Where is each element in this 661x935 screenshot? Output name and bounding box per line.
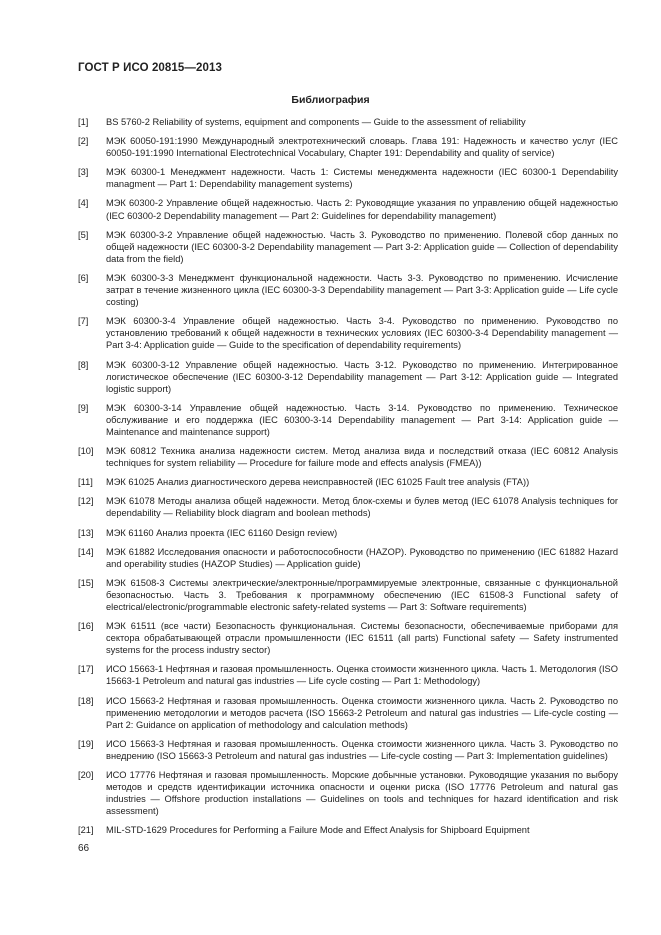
reference-item bbox=[78, 695, 618, 731]
reference-number: [21] bbox=[78, 825, 94, 836]
bibliography-list bbox=[78, 116, 618, 844]
reference-number: [9] bbox=[78, 402, 89, 413]
reference-number: [6] bbox=[78, 272, 89, 283]
reference-number: [11] bbox=[78, 477, 93, 488]
reference-item bbox=[78, 769, 618, 817]
reference-text: МЭК 60300-2 Управление общей надежностью. Часть 2: Руководящие указания по управлению общей надежностью (IEC 60300-2 Dependability management — Part 2: Guidelines for dependability management) bbox=[106, 198, 618, 221]
reference-item bbox=[78, 527, 618, 539]
reference-item bbox=[78, 166, 618, 190]
reference-item bbox=[78, 824, 618, 836]
reference-text: BS 5760-2 Reliability of systems, equipment and components — Guide to the assessment of reliability bbox=[106, 117, 526, 127]
reference-item bbox=[78, 495, 618, 519]
reference-text: ИСО 15663-3 Нефтяная и газовая промышленность. Оценка стоимости жизненного цикла. Часть 3. Руководство по внедрению (ISO 15663-3 Petroleum and natural gas industries — Life-cycle costing — Part 3: Implementation guidelines) bbox=[106, 738, 618, 761]
reference-number: [2] bbox=[78, 136, 89, 147]
reference-text: МЭК 60300-3-4 Управление общей надежностью. Часть 3-4. Руководство по применению. Руководство по установлению требований к общей надежности в технических условиях (IEC 60300-3-4 Dependability management — Part 3-4: Application guide — Guide to the specification of dependability requirements) bbox=[106, 316, 618, 351]
reference-text: МЭК 61508-3 Системы электрические/электронные/программируемые электронные, связанные с функциональной безопасностью. Часть 3. Требования к программному обеспечению (IEC 61508-3 Functional safety of electrical/electronic/programmable electronic safety-related systems — Part 3: Software requirements) bbox=[106, 577, 618, 612]
reference-text: ИСО 15663-2 Нефтяная и газовая промышленность. Оценка стоимости жизненного цикла. Часть 2. Руководство по применению методологии и методов расчета (ISO 15663-2 Petroleum and natural gas industries — Life-cycle costing — Part 2: Guidance on application of methodology and calculation methods) bbox=[106, 695, 618, 730]
reference-text: МЭК 61025 Анализ диагностического дерева неисправностей (IEC 61025 Fault tree analysis (FTA)) bbox=[106, 477, 530, 488]
reference-item bbox=[78, 663, 618, 687]
page-title: Библиография bbox=[291, 94, 370, 106]
reference-item bbox=[78, 116, 618, 128]
reference-number: [14] bbox=[78, 546, 94, 557]
reference-item bbox=[78, 738, 618, 762]
reference-number: [15] bbox=[78, 577, 94, 588]
reference-text: МЭК 60300-3-3 Менеджмент функциональной надежности. Часть 3-3. Руководство по применению. Исчисление затрат в течение жизненного цикла (IEC 60300-3-3 Dependability management — Part 3-3: Application guide — Life cycle costing) bbox=[106, 272, 618, 308]
reference-number: [1] bbox=[78, 117, 89, 127]
reference-number: [4] bbox=[78, 198, 89, 209]
reference-item bbox=[78, 315, 618, 351]
reference-item bbox=[78, 445, 618, 469]
reference-number: [12] bbox=[78, 496, 94, 507]
reference-text: МЭК 60300-1 Менеджмент надежности. Часть 1: Системы менеджмента надежности (IEC 60300-1 Dependability managment — Part 1: Dependability management systems) bbox=[106, 167, 618, 190]
reference-item bbox=[78, 135, 618, 159]
reference-text: МЭК 60050-191:1990 Международный электротехнический словарь. Глава 191: Надежность и качество услуг (IEC 60050-191:1990 International Electrotechnical Vocabulary, Chapter 191: Dependability and quality of service) bbox=[106, 136, 618, 159]
reference-number: [7] bbox=[78, 316, 89, 327]
reference-text: МЭК 61511 (все части) Безопасность функциональная. Системы безопасности, обеспечиваемые приборами для сектора обрабатывающей отрасли промышленности (IEC 61511 (all parts) Functional safety — Safety instrumented systems for the process industry sector) bbox=[106, 621, 618, 656]
reference-text: МЭК 61078 Методы анализа общей надежности. Метод блок-схемы и булев метод (IEC 61078 Analysis techniques for dependability — Reliability block diagram and boolean methods) bbox=[106, 496, 618, 519]
reference-text: ИСО 15663-1 Нефтяная и газовая промышленность. Оценка стоимости жизненного цикла. Часть 1. Методология (ISO 15663-1 Petroleum and natural gas industries — Life cycle costing — Part 1: Methodology) bbox=[106, 664, 618, 687]
reference-text: МЭК 60300-3-12 Управление общей надежностью. Часть 3-12. Руководство по применению. Интегрированное логистическое обеспечение (IEC 60300-3-12 Dependability management — Part 3-12: Application guide — Integrated logistic support) bbox=[106, 359, 618, 394]
reference-number: [3] bbox=[78, 167, 89, 178]
reference-number: [8] bbox=[78, 359, 89, 370]
reference-number: [16] bbox=[78, 621, 94, 632]
reference-number: [18] bbox=[78, 695, 94, 706]
reference-number: [10] bbox=[78, 446, 94, 457]
reference-item bbox=[78, 577, 618, 613]
reference-number: [5] bbox=[78, 229, 89, 240]
reference-item bbox=[78, 546, 618, 570]
reference-number: [13] bbox=[78, 527, 94, 538]
reference-item bbox=[78, 402, 618, 438]
reference-text: МЭК 60812 Техника анализа надежности систем. Метод анализа вида и последствий отказа (IEC 60812 Analysis techniques for system reliability — Procedure for failure mode and effects analysis (FMEA)) bbox=[106, 446, 618, 469]
reference-text: МЭК 60300-3-2 Управление общей надежностью. Часть 3. Руководство по применению. Полевой сбор данных по общей надежности (IEC 60300-3-2 Dependability management — Part 3-2: Application guide — Collection of dependability data from the field) bbox=[106, 229, 618, 264]
reference-text: МЭК 61882 Исследования опасности и работоспособности (HAZOP). Руководство по применению (IEC 61882 Hazard and operability studies (HAZOP Studies) — Application guide) bbox=[106, 546, 618, 569]
reference-number: [17] bbox=[78, 664, 94, 675]
reference-text: МЭК 61160 Анализ проекта (IEC 61160 Design review) bbox=[106, 527, 338, 538]
reference-item bbox=[78, 359, 618, 395]
reference-number: [20] bbox=[78, 770, 94, 781]
reference-item bbox=[78, 620, 618, 656]
reference-number: [19] bbox=[78, 738, 94, 749]
reference-text: МЭК 60300-3-14 Управление общей надежностью. Часть 3-14. Руководство по применению. Техническое обслуживание и его поддержка (IEC 60300-3-14 Dependability management — Part 3-14: Application guide — Maintenance and maintenance support) bbox=[106, 402, 618, 437]
document-header: ГОСТ Р ИСО 20815—2013 bbox=[78, 62, 223, 74]
reference-text: MIL-STD-1629 Procedures for Performing a Failure Mode and Effect Analysis for Shipboard Equipment bbox=[106, 825, 530, 836]
reference-text: ИСО 17776 Нефтяная и газовая промышленность. Морские добычные установки. Руководящие указания по выбору методов и средств идентификации источника опасности и оценки риска (ISO 17776 Petroleum and natural gas industries — Offshore production installations — Guidelines on tools and techniques for hazard identification and risk assessment) bbox=[106, 770, 618, 817]
reference-item bbox=[78, 272, 618, 308]
reference-item bbox=[78, 476, 618, 488]
page-number: 66 bbox=[78, 843, 90, 854]
reference-item bbox=[78, 197, 618, 221]
reference-item bbox=[78, 229, 618, 265]
